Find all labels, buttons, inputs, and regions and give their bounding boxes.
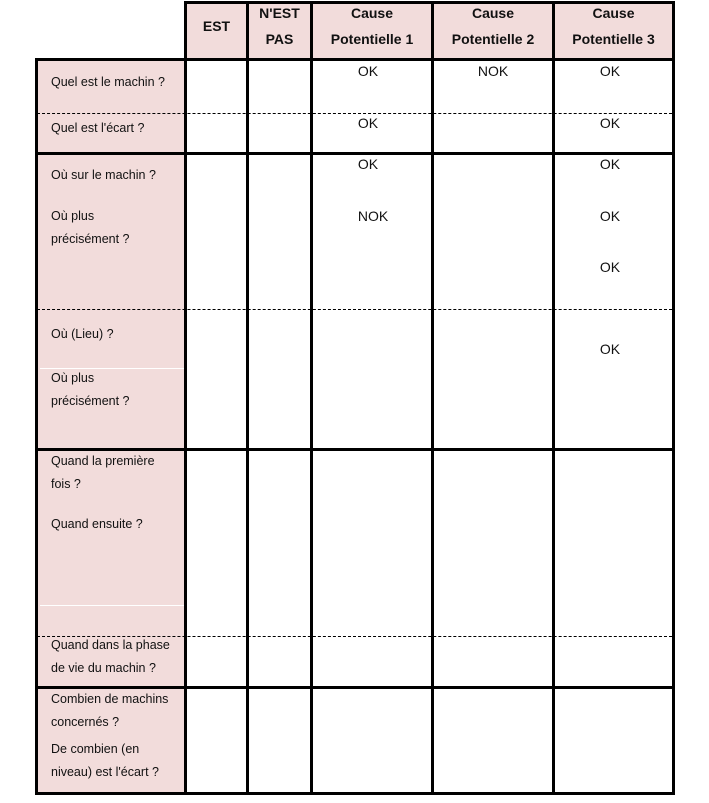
- question-quand-premiere-b: fois ?: [51, 477, 81, 491]
- header-cause-3-line1: Cause: [592, 5, 635, 21]
- header-nest-pas-line1: N'EST: [259, 5, 300, 21]
- question-ou-plus-precisement-2b: précisément ?: [51, 394, 130, 408]
- label-separator: [40, 605, 186, 606]
- cell-c3-ou-precis-2: OK: [599, 259, 621, 275]
- question-ou-lieu: Où (Lieu) ?: [51, 327, 114, 341]
- question-quand-phase-b: de vie du machin ?: [51, 661, 156, 675]
- question-combien-machins-b: concernés ?: [51, 715, 120, 729]
- question-quel-machin: Quel est le machin ?: [51, 75, 165, 89]
- table-border-bottom: [35, 792, 675, 795]
- header-nest-pas-line2: PAS: [265, 31, 294, 47]
- question-ou-plus-precisement-1a: Où plus: [51, 209, 95, 223]
- column-border: [246, 1, 249, 795]
- header-cause-1-line2: Potentielle 1: [330, 31, 414, 47]
- question-quel-ecart: Quel est l'écart ?: [51, 121, 145, 135]
- question-combien-ecart-a: De combien (en: [51, 742, 140, 756]
- column-border: [184, 1, 187, 795]
- table-border-right: [672, 1, 675, 795]
- cell-c2-machin: NOK: [477, 63, 509, 79]
- dashed-separator: [37, 309, 672, 310]
- header-cause-2-line1: Cause: [471, 5, 515, 21]
- question-quand-ensuite: Quand ensuite ?: [51, 517, 143, 531]
- column-border: [431, 1, 434, 795]
- header-cause-2-line2: Potentielle 2: [451, 31, 535, 47]
- question-ou-plus-precisement-2a: Où plus: [51, 371, 95, 385]
- question-quand-premiere-a: Quand la première: [51, 454, 155, 468]
- question-combien-ecart-b: niveau) est l'écart ?: [51, 765, 159, 779]
- cell-c1-machin: OK: [357, 63, 379, 79]
- cell-c1-ou-precis: NOK: [357, 208, 389, 224]
- cell-c3-ou-lieu: OK: [599, 341, 621, 357]
- cell-c1-ecart: OK: [357, 115, 379, 131]
- table-border-header-bottom: [35, 58, 675, 61]
- question-ou-plus-precisement-1b: précisément ?: [51, 232, 130, 246]
- cell-c3-ou-sur: OK: [599, 156, 621, 172]
- cell-c3-machin: OK: [599, 63, 621, 79]
- cell-c1-ou-sur: OK: [357, 156, 379, 172]
- header-cause-3-line2: Potentielle 3: [572, 31, 655, 47]
- table-border-left: [35, 58, 38, 795]
- question-ou-sur-machin: Où sur le machin ?: [51, 168, 156, 182]
- question-combien-machins-a: Combien de machins: [51, 692, 169, 706]
- question-quand-phase-a: Quand dans la phase: [51, 638, 170, 652]
- cell-c3-ou-precis-1: OK: [599, 208, 621, 224]
- header-est: EST: [202, 18, 231, 34]
- header-cause-1-line1: Cause: [350, 5, 394, 21]
- cell-c3-ecart: OK: [599, 115, 621, 131]
